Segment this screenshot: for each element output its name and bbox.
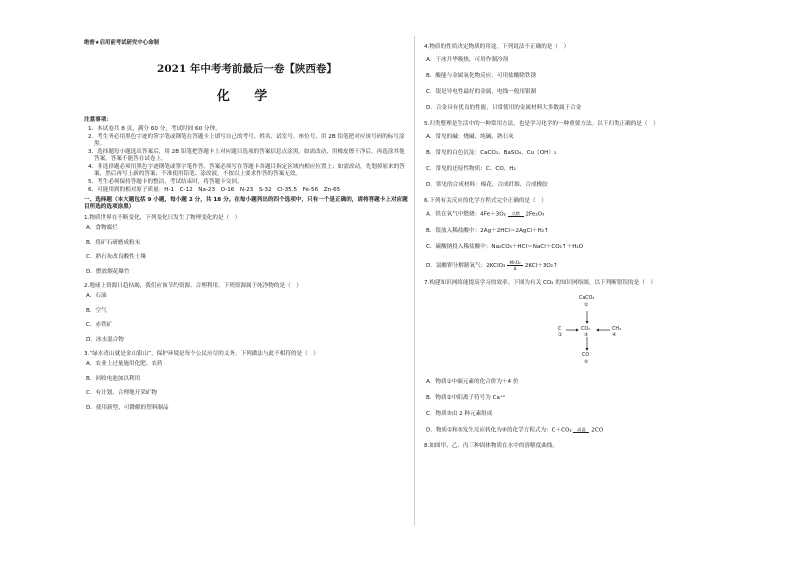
question-stem: 3.“绿水青山就是金山银山”，保护环境是每个公民应尽的义务。下列做法与此不相符的是（ ） [84, 351, 319, 357]
subject-title: 化 学 [216, 89, 278, 104]
co2-label: CO₂ [581, 326, 591, 332]
condition-top: MnO₂ [509, 259, 521, 265]
option-c: C．常见的还原性物质：C、CO、H₂ [426, 166, 516, 172]
equation-left: D．氯酸钾分解制氧气：2KClO₃ [426, 262, 506, 269]
question-stem: 8.如图甲、乙、丙三种固体物质在水中的溶解度曲线。 [424, 443, 558, 449]
condition-top: 高温 [577, 426, 586, 432]
co-label: CO [582, 352, 590, 358]
equation-right: 2KCl＋3O₂↑ [524, 262, 558, 269]
option-a: A．干冰升华吸热，可用作制冷剂 [426, 57, 509, 63]
option-c: C．熟石灰改良酸性土壤 [86, 254, 146, 260]
notice-item: 5．考生必须保持答题卡的整洁，考试结束时，将答题卡交回。 [88, 179, 243, 185]
question-5 [424, 121, 724, 189]
question-stem: 1.物质世界在不断变化，下列变化只发生了物理变化的是（ ） [84, 215, 241, 221]
notice-heading: 注意事项： [84, 117, 112, 123]
equation-left: A．铁在氧气中燃烧：4Fe＋3O₂ [426, 211, 506, 218]
option-d [424, 260, 724, 271]
notice-item: 3．选择题每小题选出答案后，用 2B 铅笔把答题卡上对应题目选项的答案信息点涂黑，如需改动，用橡皮擦干净后，再选涂其他答案，答案不能答在试卷上。 [88, 149, 405, 162]
mark-4: ④ [612, 332, 617, 338]
notice-item: 4．非选择题必须用黑色字迹钢笔或签字笔作答，答案必须写在答题卡各题目指定区域内相应位置上；如需改动，先划掉原来的答案，然后再写上新的答案；不准使用铅笔、涂改液。不按以上要求作答的答案无效。 [88, 164, 405, 177]
question-stem: 7.构建知识网络能提高学习的效率。下图为有关 CO₂ 的知识网络图，以下判断错误的是（ ） [424, 279, 657, 286]
notice-item: 1．本试卷共 8 页，满分 60 分，考试时间 60 分钟。 [88, 126, 221, 132]
option-a [424, 211, 724, 219]
c-label: C [558, 326, 562, 332]
option-c: C．碳酸钠投入稀盐酸中：Na₂CO₃＋HCl＝NaCl＋CO₂↑＋H₂O [426, 243, 584, 250]
option-b: B．酸能与金属氧化物反应，可用盐酸除铁锈 [426, 73, 537, 79]
option-c: C．有计划、合理地开采矿物 [86, 390, 158, 396]
option-c: C．赤铁矿 [86, 322, 113, 328]
reaction-condition [508, 211, 524, 217]
option-d: D．常见的合成材料：棉花、合成纤维、合成橡胶 [426, 182, 548, 188]
left-column [84, 40, 410, 419]
reaction-condition [507, 260, 523, 271]
option-a: A．常见的碱：烧碱、纯碱、熟石灰 [426, 134, 514, 140]
option-b: B．物质②中阳离子符号为 Ca⁺² [426, 394, 506, 401]
option-d: D．冰水混合物 [86, 336, 124, 343]
option-d: D．使用新型、可降解的塑料制品 [86, 404, 169, 411]
equation-right: 2Fe₂O₃ [525, 211, 545, 218]
condition-bottom: Δ [513, 265, 517, 271]
notice-item: 2．考生务必用黑色字迹的签字笔或钢笔在答题卡上填写自己的考号、姓名、试室号、座位号，用 2B 铅笔把对应该号码的标号涂黑。 [88, 134, 405, 147]
question-3 [84, 351, 410, 412]
section-heading: 一、选择题（本大题包括 9 小题，每小题 2 分，共 18 分。在每小题列出的四个选项中，只有一个是正确的，请将答题卡上对应题目所选的选项涂黑） [84, 197, 408, 210]
co2-network-diagram [424, 293, 724, 373]
notice-block [84, 117, 410, 194]
question-stem: 6.下列有关反应的化学方程式完全正确的是（ ） [424, 198, 547, 204]
mark-3: ③ [584, 332, 589, 338]
caco3-label: CaCO₃ [579, 295, 595, 301]
option-c: C．物质③由 2 种元素组成 [426, 410, 493, 417]
equals-bar [508, 216, 524, 217]
mark-5: ⑤ [584, 359, 589, 365]
question-stem: 2.地球上资源日趋枯竭，我们应该节约资源、合理利用。下列资源属于纯净物的是（ ） [84, 283, 302, 289]
question-7 [424, 280, 724, 435]
mark-2: ② [584, 302, 589, 308]
option-a: A．物质①中碳元素的化合价为＋4 价 [426, 378, 519, 385]
option-a: A．食物腐烂 [86, 225, 118, 231]
condition-top: 点燃 [511, 211, 520, 216]
option-b: B．空气 [86, 307, 107, 314]
option-b: B．银放入稀盐酸中：2Ag＋2HCl＝2AgCl＋H₂↑ [426, 227, 549, 234]
question-stem: 5.归类整理是生活中的一种常用方法，也是学习化学的一种重要方法。以下归类正确的是（ ） [424, 121, 659, 127]
question-stem: 4.物质的性质决定物质的用途。下列说法不正确的是（ ） [424, 44, 570, 50]
column-divider [414, 36, 415, 526]
option-d: D．燃放烟花爆竹 [86, 268, 130, 275]
question-8 [424, 443, 724, 450]
question-6 [424, 198, 724, 271]
reaction-condition [573, 427, 589, 433]
exam-title: 2021 年中考考前最后一卷【陕西卷】 [157, 63, 337, 75]
option-b: B．回收电池加以利用 [86, 375, 141, 382]
option-a: A．农业上过量施用化肥、农药 [86, 361, 163, 367]
equation-left: D．物质①和⑤发生反应转化为④的化学方程式为：C＋CO₂ [426, 427, 572, 433]
option-a: A．石油 [86, 293, 107, 299]
question-1 [84, 215, 410, 276]
secret-note: 绝密★启用前考试研究中心命制 [84, 40, 159, 46]
option-b: B．将矿石研磨成粉末 [86, 239, 141, 246]
ch4-label: CH₄ [612, 326, 621, 332]
right-column [424, 40, 724, 456]
option-b: B．常见的白色沉淀：CaCO₃、BaSO₄、Cu（OH）₂ [426, 150, 557, 156]
diagram-arrows [424, 293, 724, 373]
notice-item: 6．可能用到的相对原子质量：H-1 C-12 Na-23 O-16 N-23 S-32 Cl-35.5 Fe-56 Zn-65 [88, 187, 341, 193]
option-c: C．银是导电性最好的金属，电线一般用银制 [426, 89, 537, 95]
question-2 [84, 283, 410, 344]
option-d: D．合金具有优良的性能，日常使用的金属材料大多数属于合金 [426, 105, 582, 111]
mark-1: ① [558, 332, 563, 338]
equation-right: 2CO [591, 427, 604, 433]
question-4 [424, 44, 724, 112]
option-d [424, 427, 724, 435]
